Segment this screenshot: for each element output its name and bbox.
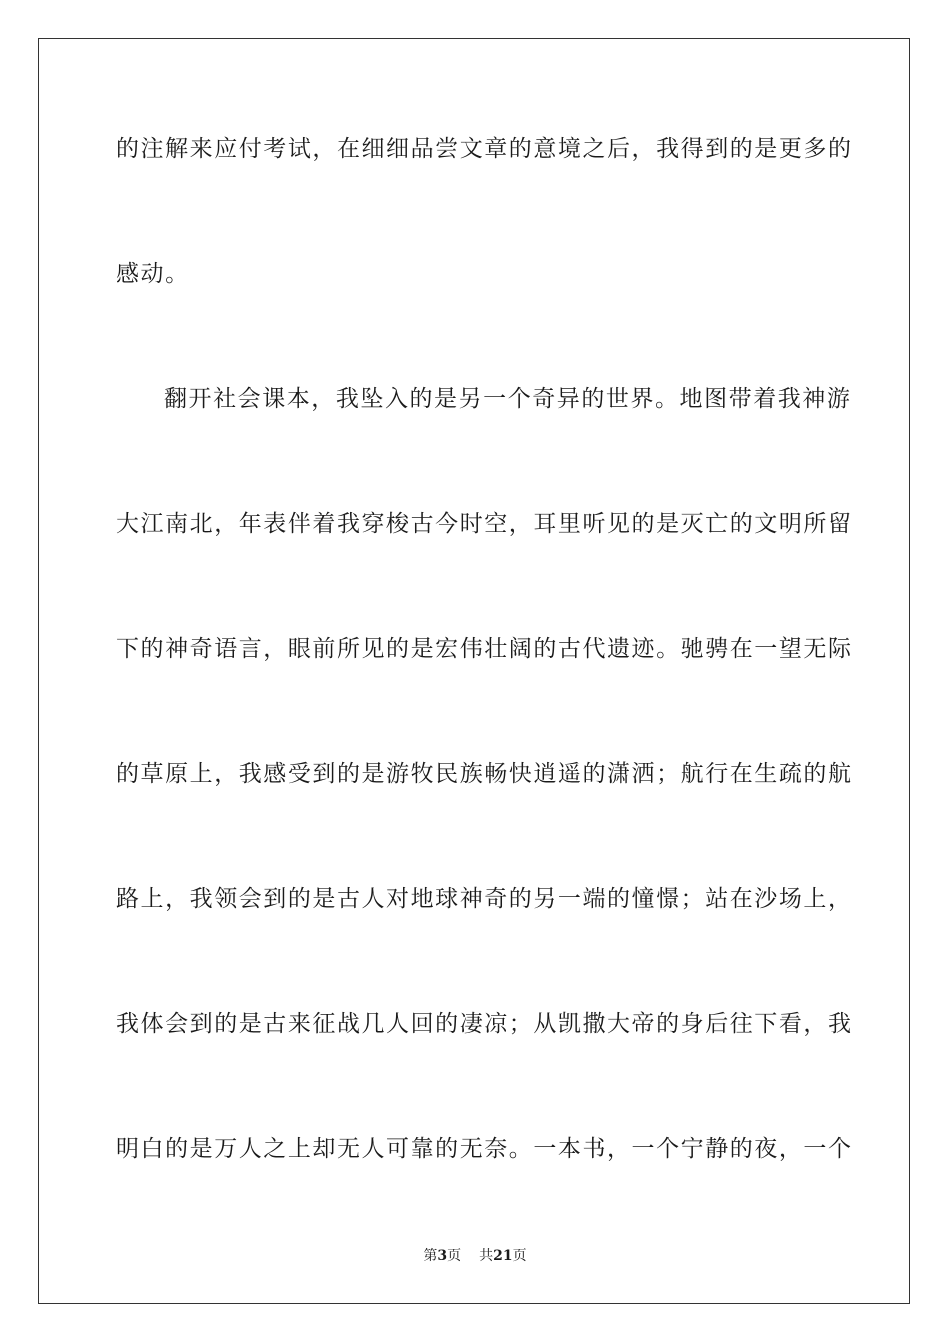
body-line-8: 我体会到的是古来征战几人回的凄凉；从凯撒大帝的身后往下看，我 <box>116 1011 853 1037</box>
body-line-9: 明白的是万人之上却无人可靠的无奈。一本书，一个宁静的夜，一个 <box>116 1136 853 1162</box>
body-line-3: 翻开社会课本，我坠入的是另一个奇异的世界。地图带着我神游 <box>164 386 852 412</box>
body-line-4: 大江南北，年表伴着我穿梭古今时空，耳里听见的是灭亡的文明所留 <box>116 511 853 537</box>
footer-page-prefix: 第 <box>423 1248 438 1264</box>
footer-total-suffix: 页 <box>512 1248 527 1264</box>
footer-page-suffix: 页 <box>447 1248 462 1264</box>
body-line-6: 的草原上，我感受到的是游牧民族畅快逍遥的潇洒；航行在生疏的航 <box>116 761 853 787</box>
page-frame <box>38 38 910 1304</box>
body-line-7: 路上，我领会到的是古人对地球神奇的另一端的憧憬；站在沙场上， <box>116 886 853 912</box>
footer-page-number: 3 <box>437 1248 448 1264</box>
body-line-2: 感动。 <box>116 261 190 287</box>
page-footer <box>0 1247 950 1265</box>
footer-total-number: 21 <box>493 1248 513 1264</box>
body-line-1: 的注解来应付考试，在细细品尝文章的意境之后，我得到的是更多的 <box>116 136 853 162</box>
body-line-5: 下的神奇语言，眼前所见的是宏伟壮阔的古代遗迹。驰骋在一望无际 <box>116 636 853 662</box>
footer-total-prefix: 共 <box>479 1248 494 1264</box>
